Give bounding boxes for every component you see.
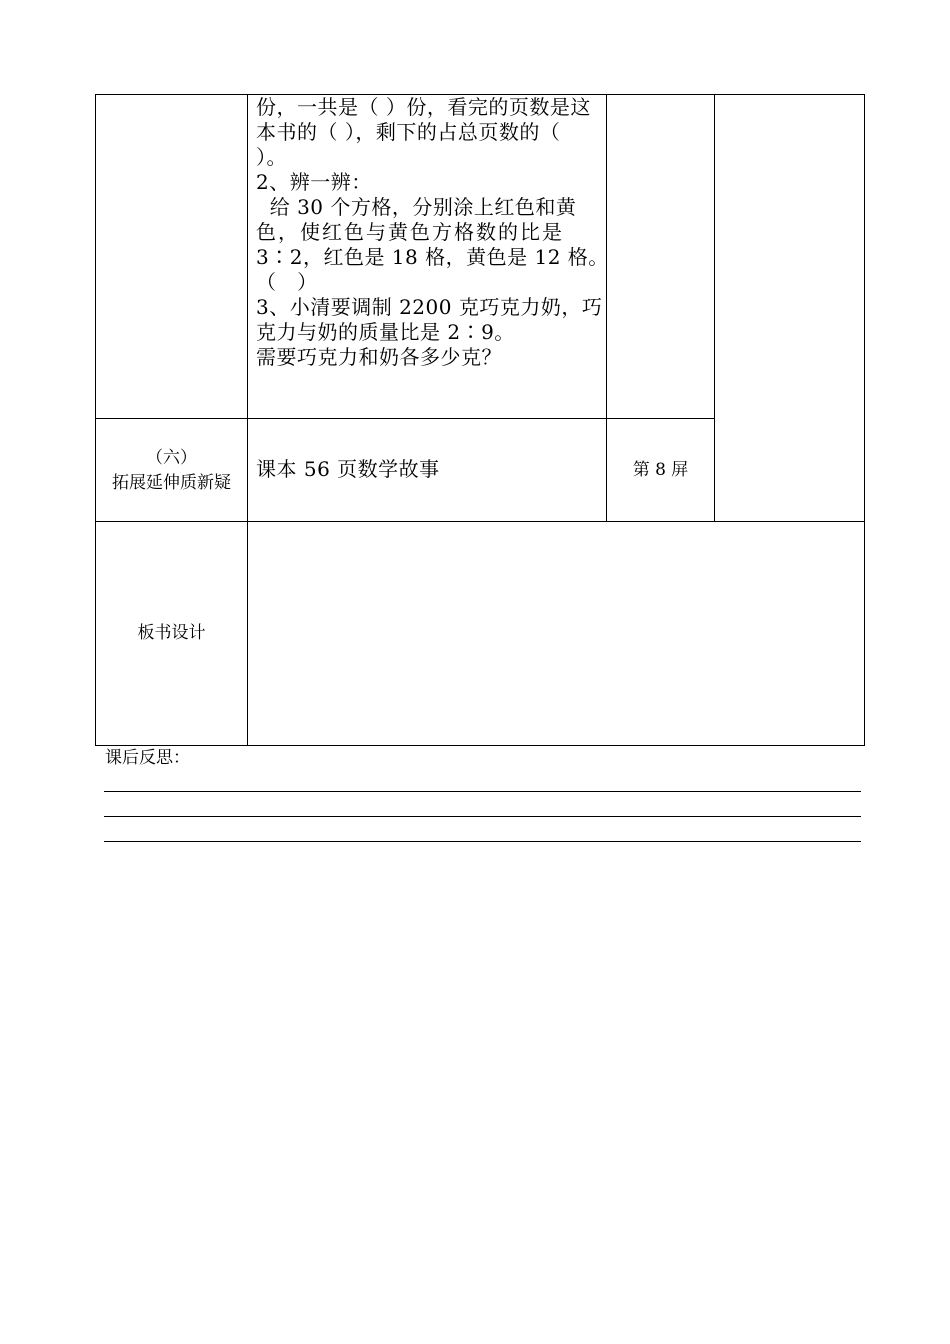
exercise-line: 需要巧克力和奶各多少克？ xyxy=(256,345,502,369)
reflection-label: 课后反思： xyxy=(105,748,190,768)
exercise-line: 克力与奶的质量比是 2∶9。 xyxy=(256,320,515,344)
row-divider-2 xyxy=(95,521,865,522)
reflection-line xyxy=(104,841,861,842)
exercise-heading: 3、小清要调制 2200 克巧克力奶，巧 xyxy=(256,295,603,319)
exercise-line: 给 30 个方格，分别涂上红色和黄 xyxy=(256,195,577,219)
board-design-label: 板书设计 xyxy=(137,623,206,643)
row-divider-1 xyxy=(95,418,715,419)
answer-blank: （ ） xyxy=(256,270,318,294)
section-content: 课本 56 页数学故事 xyxy=(256,457,440,481)
table-border-right xyxy=(864,94,865,746)
reflection-line xyxy=(104,816,861,817)
reflection-line xyxy=(104,791,861,792)
section-label-number: （六） xyxy=(146,448,197,468)
section-label-title: 拓展延伸质新疑 xyxy=(112,473,231,493)
table-border-bottom xyxy=(95,745,865,746)
screen-number: 第 8 屏 xyxy=(632,460,689,480)
exercise-heading: 2、辨一辨： xyxy=(256,170,372,194)
exercise-line: ）。 xyxy=(256,145,287,169)
exercise-line: 3∶2，红色是 18 格，黄色是 12 格。 xyxy=(256,245,609,269)
exercise-line: 本书的（ ），剩下的占总页数的（ xyxy=(256,120,561,144)
column-divider-1 xyxy=(247,94,248,746)
exercise-line: 色，使红色与黄色方格数的比是 xyxy=(256,220,564,244)
exercise-line: 份，一共是（ ）份，看完的页数是这 xyxy=(256,95,591,119)
column-divider-3 xyxy=(714,94,715,522)
table-border-left xyxy=(95,94,96,746)
